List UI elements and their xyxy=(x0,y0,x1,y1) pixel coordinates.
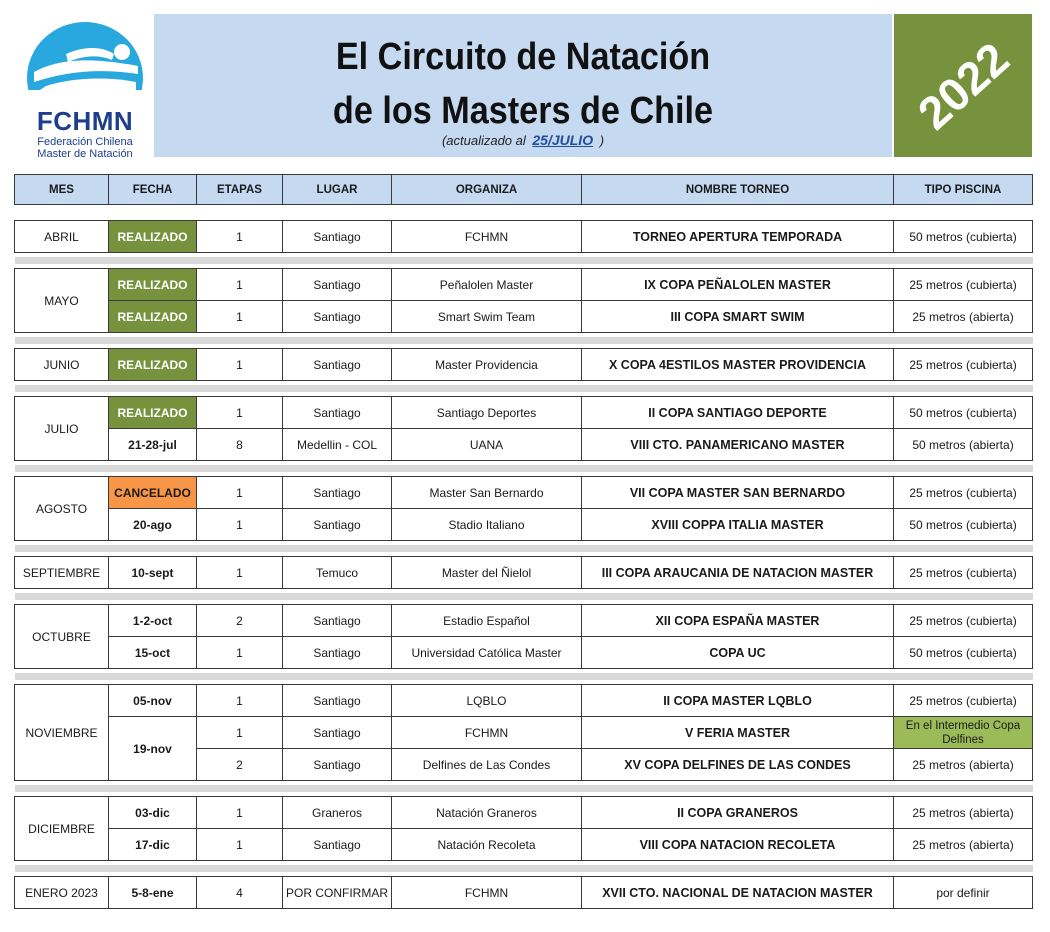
table-row xyxy=(15,557,1033,589)
organizer-cell: FCHMN xyxy=(392,877,582,909)
separator-band xyxy=(15,465,1033,472)
separator-cell xyxy=(15,205,1033,221)
organizer-cell: Natación Recoleta xyxy=(392,829,582,861)
status-badge: CANCELADO xyxy=(109,477,197,509)
updated-suffix: ) xyxy=(599,133,605,148)
group-separator xyxy=(15,381,1033,397)
schedule-table xyxy=(14,174,1033,909)
tournament-name-cell: VIII CTO. PANAMERICANO MASTER xyxy=(582,429,894,461)
month-cell: OCTUBRE xyxy=(15,605,109,669)
group-separator xyxy=(15,589,1033,605)
table-row xyxy=(15,349,1033,381)
stages-cell: 1 xyxy=(197,637,283,669)
organizer-cell: LQBLO xyxy=(392,685,582,717)
pool-type-cell: por definir xyxy=(894,877,1033,909)
venue-cell: Graneros xyxy=(283,797,392,829)
venue-cell: Santiago xyxy=(283,637,392,669)
tournament-name-cell: XII COPA ESPAÑA MASTER xyxy=(582,605,894,637)
venue-cell: Temuco xyxy=(283,557,392,589)
pool-type-cell: 25 metros (abierta) xyxy=(894,797,1033,829)
stages-cell: 1 xyxy=(197,221,283,253)
month-cell: SEPTIEMBRE xyxy=(15,557,109,589)
title-banner xyxy=(154,14,892,157)
organizer-cell: Master del Ñielol xyxy=(392,557,582,589)
table-row xyxy=(15,829,1033,861)
logo-subtitle-line1: Federación Chilena xyxy=(37,136,133,148)
month-cell: JUNIO xyxy=(15,349,109,381)
status-badge: REALIZADO xyxy=(109,349,197,381)
separator-cell xyxy=(15,381,1033,397)
venue-cell: Santiago xyxy=(283,349,392,381)
pool-type-cell: 25 metros (cubierta) xyxy=(894,349,1033,381)
organizer-cell: Smart Swim Team xyxy=(392,301,582,333)
date-cell: 10-sept xyxy=(109,557,197,589)
updated-note xyxy=(154,132,892,148)
stages-cell: 1 xyxy=(197,829,283,861)
month-cell: AGOSTO xyxy=(15,477,109,541)
organizer-cell: Santiago Deportes xyxy=(392,397,582,429)
venue-cell: Santiago xyxy=(283,509,392,541)
pool-type-cell: 50 metros (abierta) xyxy=(894,429,1033,461)
date-cell: 1-2-oct xyxy=(109,605,197,637)
group-separator xyxy=(15,333,1033,349)
group-separator xyxy=(15,541,1033,557)
venue-cell: Santiago xyxy=(283,749,392,781)
group-separator xyxy=(15,205,1033,221)
venue-cell: Santiago xyxy=(283,685,392,717)
col-header-organiza: ORGANIZA xyxy=(392,175,582,205)
venue-cell: Santiago xyxy=(283,397,392,429)
month-cell: MAYO xyxy=(15,269,109,333)
tournament-name-cell: XV COPA DELFINES DE LAS CONDES xyxy=(582,749,894,781)
tournament-name-cell: XVIII COPPA ITALIA MASTER xyxy=(582,509,894,541)
stages-cell: 1 xyxy=(197,685,283,717)
pool-type-cell: En el Intermedio Copa Delfines xyxy=(894,717,1033,749)
stages-cell: 1 xyxy=(197,301,283,333)
date-cell: 5-8-ene xyxy=(109,877,197,909)
pool-type-cell: 25 metros (cubierta) xyxy=(894,685,1033,717)
stages-cell: 2 xyxy=(197,749,283,781)
pool-type-cell: 50 metros (cubierta) xyxy=(894,397,1033,429)
table-row xyxy=(15,269,1033,301)
separator-cell xyxy=(15,781,1033,797)
tournament-name-cell: TORNEO APERTURA TEMPORADA xyxy=(582,221,894,253)
pool-type-cell: 50 metros (cubierta) xyxy=(894,221,1033,253)
venue-cell: Santiago xyxy=(283,269,392,301)
separator-cell xyxy=(15,589,1033,605)
month-cell: ABRIL xyxy=(15,221,109,253)
stages-cell: 1 xyxy=(197,269,283,301)
col-header-fecha: FECHA xyxy=(109,175,197,205)
pool-type-cell: 50 metros (cubierta) xyxy=(894,637,1033,669)
separator-band xyxy=(15,593,1033,600)
separator-band xyxy=(15,337,1033,344)
tournament-name-cell: II COPA GRANEROS xyxy=(582,797,894,829)
pool-type-cell: 25 metros (abierta) xyxy=(894,301,1033,333)
status-badge: REALIZADO xyxy=(109,269,197,301)
organizer-cell: Stadio Italiano xyxy=(392,509,582,541)
table-row xyxy=(15,509,1033,541)
table-row xyxy=(15,685,1033,717)
stages-cell: 1 xyxy=(197,477,283,509)
separator-band xyxy=(15,865,1033,872)
table-row xyxy=(15,477,1033,509)
tournament-name-cell: X COPA 4ESTILOS MASTER PROVIDENCIA xyxy=(582,349,894,381)
venue-cell: Santiago xyxy=(283,605,392,637)
date-cell: 03-dic xyxy=(109,797,197,829)
year-label: 2022 xyxy=(907,31,1019,140)
separator-band xyxy=(15,257,1033,264)
table-row xyxy=(15,301,1033,333)
date-cell: 15-oct xyxy=(109,637,197,669)
month-cell: DICIEMBRE xyxy=(15,797,109,861)
separator-band xyxy=(15,673,1033,680)
pool-type-cell: 25 metros (cubierta) xyxy=(894,605,1033,637)
pool-type-cell: 25 metros (abierta) xyxy=(894,749,1033,781)
title-line-2: de los Masters de Chile xyxy=(332,90,714,132)
tournament-name-cell: III COPA ARAUCANIA DE NATACION MASTER xyxy=(582,557,894,589)
group-separator xyxy=(15,461,1033,477)
table-row xyxy=(15,637,1033,669)
pool-type-cell: 25 metros (abierta) xyxy=(894,829,1033,861)
table-row xyxy=(15,429,1033,461)
stages-cell: 8 xyxy=(197,429,283,461)
group-separator xyxy=(15,669,1033,685)
group-separator xyxy=(15,861,1033,877)
date-cell: 17-dic xyxy=(109,829,197,861)
group-separator xyxy=(15,781,1033,797)
separator-cell xyxy=(15,253,1033,269)
organizer-cell: FCHMN xyxy=(392,221,582,253)
date-cell: 05-nov xyxy=(109,685,197,717)
organizer-cell: FCHMN xyxy=(392,717,582,749)
venue-cell: Medellin - COL xyxy=(283,429,392,461)
pool-type-cell: 25 metros (cubierta) xyxy=(894,557,1033,589)
stages-cell: 1 xyxy=(197,557,283,589)
month-cell: NOVIEMBRE xyxy=(15,685,109,781)
stages-cell: 1 xyxy=(197,717,283,749)
group-separator xyxy=(15,253,1033,269)
stages-cell: 1 xyxy=(197,397,283,429)
tournament-name-cell: XVII CTO. NACIONAL DE NATACION MASTER xyxy=(582,877,894,909)
separator-band xyxy=(15,209,1033,216)
organizer-cell: Natación Graneros xyxy=(392,797,582,829)
separator-band xyxy=(15,545,1033,552)
month-cell: ENERO 2023 xyxy=(15,877,109,909)
organizer-cell: Master Providencia xyxy=(392,349,582,381)
status-badge: REALIZADO xyxy=(109,301,197,333)
organizer-cell: Estadio Español xyxy=(392,605,582,637)
col-header-torneo: NOMBRE TORNEO xyxy=(582,175,894,205)
separator-cell xyxy=(15,861,1033,877)
date-cell: 21-28-jul xyxy=(109,429,197,461)
col-header-mes: MES xyxy=(15,175,109,205)
organizer-cell: UANA xyxy=(392,429,582,461)
col-header-lugar: LUGAR xyxy=(283,175,392,205)
stages-cell: 1 xyxy=(197,509,283,541)
stages-cell: 1 xyxy=(197,349,283,381)
tournament-name-cell: III COPA SMART SWIM xyxy=(582,301,894,333)
venue-cell: POR CONFIRMAR xyxy=(283,877,392,909)
venue-cell: Santiago xyxy=(283,717,392,749)
swimmer-logo-icon xyxy=(26,20,144,108)
separator-band xyxy=(15,785,1033,792)
tournament-name-cell: VIII COPA NATACION RECOLETA xyxy=(582,829,894,861)
date-cell: 19-nov xyxy=(109,717,197,781)
venue-cell: Santiago xyxy=(283,477,392,509)
table-row xyxy=(15,221,1033,253)
date-cell: 20-ago xyxy=(109,509,197,541)
year-banner xyxy=(894,14,1032,157)
table-row xyxy=(15,397,1033,429)
pool-type-cell: 25 metros (cubierta) xyxy=(894,269,1033,301)
table-row xyxy=(15,717,1033,749)
separator-cell xyxy=(15,333,1033,349)
pool-type-cell: 25 metros (cubierta) xyxy=(894,477,1033,509)
separator-cell xyxy=(15,461,1033,477)
table-header-row xyxy=(15,175,1033,205)
organizer-cell: Master San Bernardo xyxy=(392,477,582,509)
venue-cell: Santiago xyxy=(283,301,392,333)
pool-type-cell: 50 metros (cubierta) xyxy=(894,509,1033,541)
tournament-name-cell: COPA UC xyxy=(582,637,894,669)
organizer-cell: Universidad Católica Master xyxy=(392,637,582,669)
stages-cell: 1 xyxy=(197,797,283,829)
table-row xyxy=(15,797,1033,829)
separator-cell xyxy=(15,541,1033,557)
tournament-name-cell: VII COPA MASTER SAN BERNARDO xyxy=(582,477,894,509)
month-cell: JULIO xyxy=(15,397,109,461)
fchmn-logo xyxy=(10,10,150,160)
status-badge: REALIZADO xyxy=(109,221,197,253)
logo-subtitle-line2: Master de Natación xyxy=(37,148,133,160)
col-header-piscina: TIPO PISCINA xyxy=(894,175,1033,205)
stages-cell: 2 xyxy=(197,605,283,637)
venue-cell: Santiago xyxy=(283,221,392,253)
updated-date: 25/JULIO xyxy=(532,132,594,148)
status-badge: REALIZADO xyxy=(109,397,197,429)
title-line-1: El Circuito de Natación xyxy=(335,36,711,78)
organizer-cell: Delfines de Las Condes xyxy=(392,749,582,781)
organizer-cell: Peñalolen Master xyxy=(392,269,582,301)
table-row xyxy=(15,605,1033,637)
tournament-name-cell: II COPA SANTIAGO DEPORTE xyxy=(582,397,894,429)
tournament-name-cell: IX COPA PEÑALOLEN MASTER xyxy=(582,269,894,301)
separator-cell xyxy=(15,669,1033,685)
separator-band xyxy=(15,385,1033,392)
tournament-name-cell: V FERIA MASTER xyxy=(582,717,894,749)
logo-acronym: FCHMN xyxy=(36,106,134,136)
updated-prefix: (actualizado al xyxy=(441,133,526,148)
venue-cell: Santiago xyxy=(283,829,392,861)
stages-cell: 4 xyxy=(197,877,283,909)
col-header-etapas: ETAPAS xyxy=(197,175,283,205)
table-row xyxy=(15,877,1033,909)
tournament-name-cell: II COPA MASTER LQBLO xyxy=(582,685,894,717)
schedule-body xyxy=(15,205,1033,909)
